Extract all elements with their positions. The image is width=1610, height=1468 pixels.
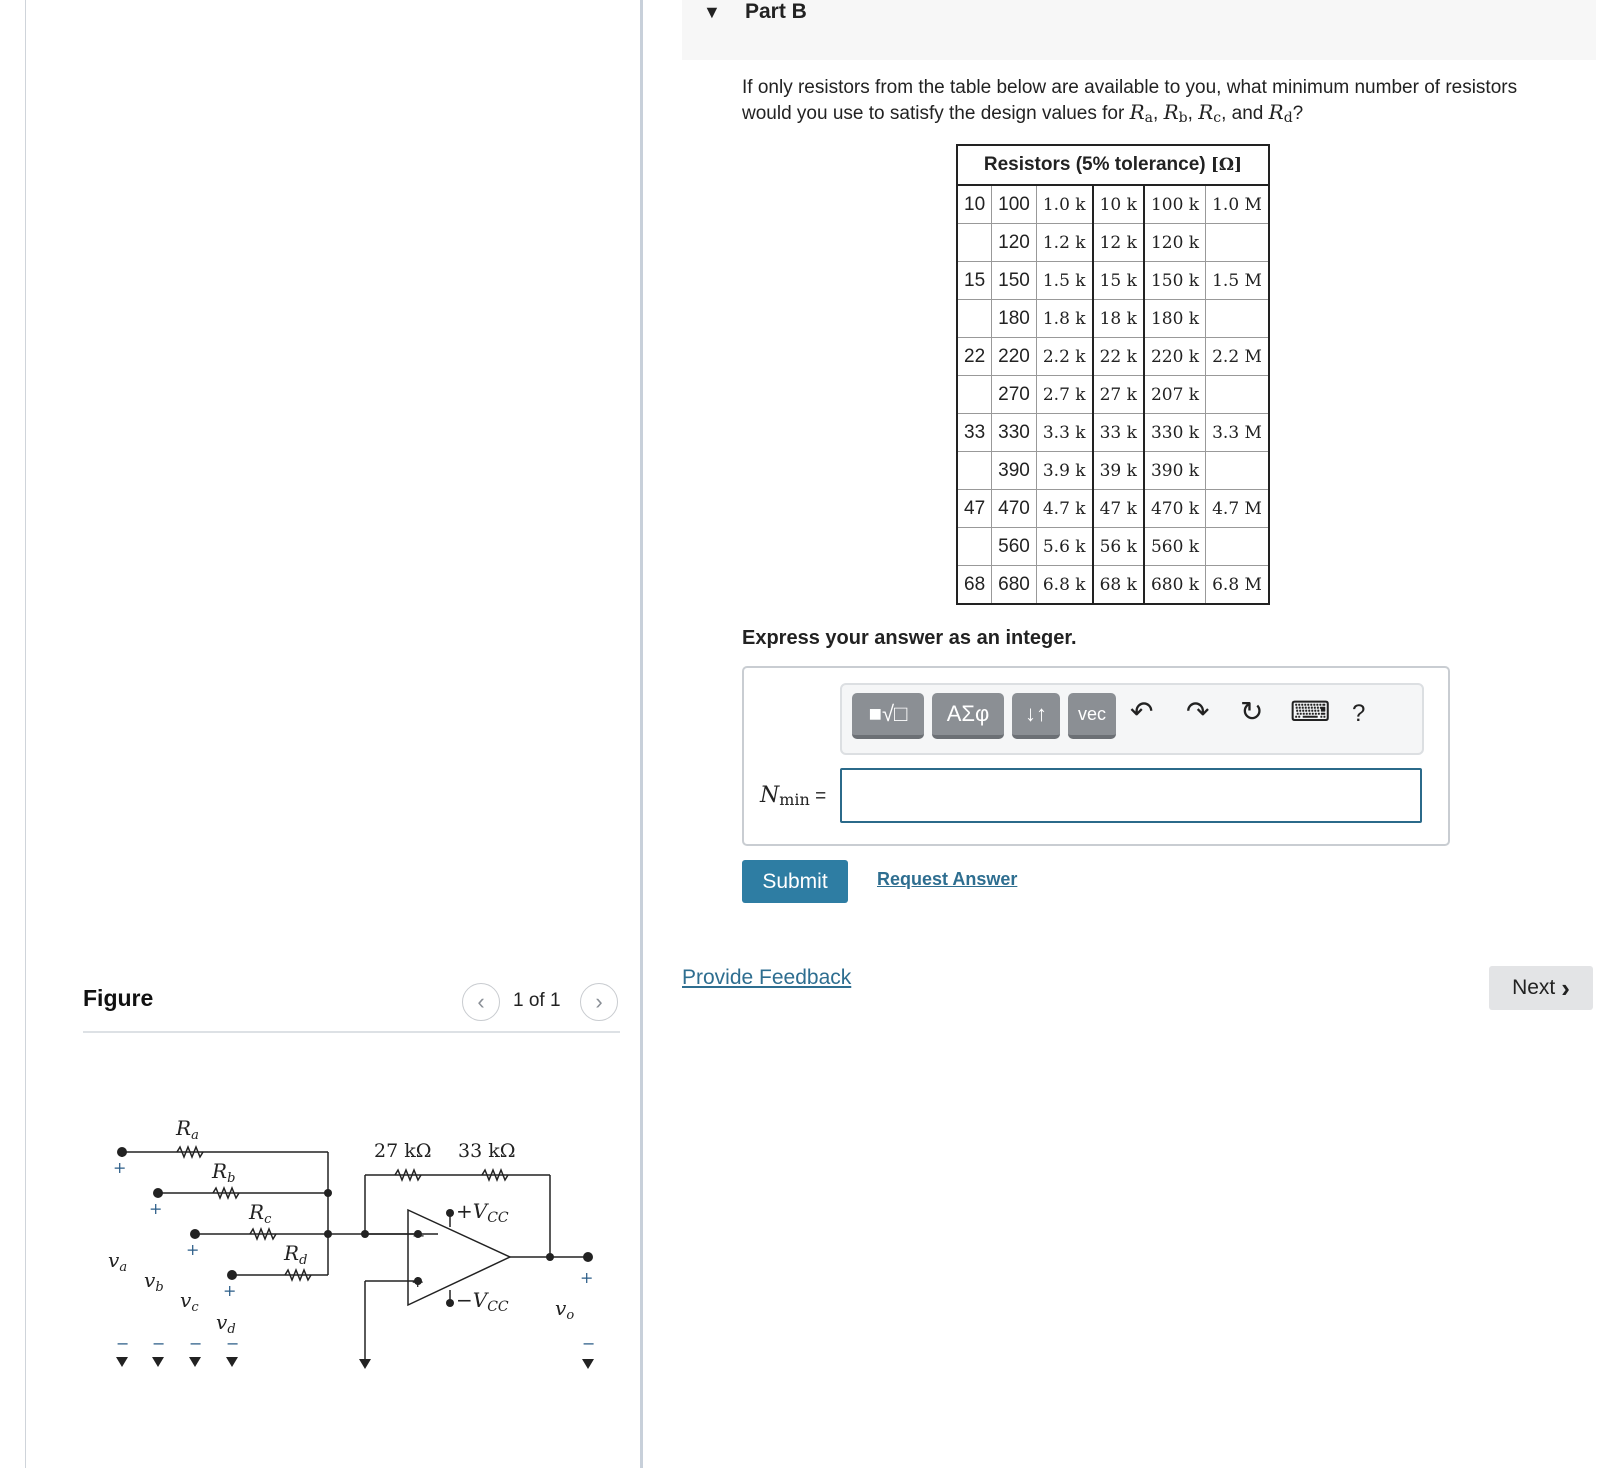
table-cell: 470 k <box>1144 490 1206 528</box>
svg-text:−: − <box>582 1334 596 1353</box>
table-cell: 4.7 k <box>1036 490 1092 528</box>
table-cell: 27 k <box>1093 376 1144 414</box>
symbols-button[interactable]: ΑΣφ <box>932 693 1004 739</box>
svg-text:Rc: $R_c$ <box>249 1200 272 1227</box>
svg-text:−VCC: $-V_{CC}$ <box>456 1288 509 1315</box>
table-cell: 150 k <box>1144 262 1206 300</box>
svg-text:Rb: $R_b$ <box>212 1159 236 1186</box>
table-cell: 560 <box>992 528 1037 566</box>
table-cell: 390 <box>992 452 1037 490</box>
table-row <box>957 528 1269 566</box>
svg-text:+: + <box>149 1199 163 1218</box>
svg-text:Ra: $R_a$ <box>176 1116 199 1143</box>
table-cell: 1.0 k <box>1036 185 1092 224</box>
submit-button[interactable]: Submit <box>742 860 848 903</box>
table-row <box>957 414 1269 452</box>
table-cell: 10 <box>957 185 992 224</box>
svg-text:27 kΩ: 27 kΩ <box>374 1140 432 1162</box>
table-cell: 680 k <box>1144 566 1206 605</box>
table-row <box>957 262 1269 300</box>
table-cell <box>957 528 992 566</box>
table-cell: 120 <box>992 224 1037 262</box>
svg-text:−: − <box>189 1334 203 1353</box>
svg-text:+: + <box>223 1281 237 1300</box>
answer-instruction: Express your answer as an integer. <box>742 627 1077 649</box>
table-cell: 6.8 k <box>1036 566 1092 605</box>
question-text: If only resistors from the table below are available to you, what minimum number of resistors would you use to satisfy the design values for $R_a$, $R_b$, $R_c$, and $R_d$? <box>742 77 1518 126</box>
table-cell: 47 <box>957 490 992 528</box>
table-cell: 100 k <box>1144 185 1206 224</box>
part-header[interactable] <box>682 0 1596 60</box>
pane-divider[interactable] <box>640 0 643 1468</box>
help-icon[interactable]: ? <box>1352 700 1366 727</box>
svg-text:vb: $v_b$ <box>144 1268 164 1295</box>
figure-next-button[interactable] <box>580 983 618 1021</box>
table-cell: 1.8 k <box>1036 300 1092 338</box>
svg-text:vd: $v_d$ <box>216 1310 236 1337</box>
answer-label: Nmin = <box>760 783 827 809</box>
svg-text:+: + <box>580 1268 594 1287</box>
table-cell: 220 k <box>1144 338 1206 376</box>
table-title: Resistors (5% tolerance) [Ω] <box>957 145 1269 185</box>
next-button[interactable] <box>1489 966 1593 1010</box>
left-border <box>25 0 26 1468</box>
table-row <box>957 452 1269 490</box>
figure-title: Figure <box>83 985 154 1011</box>
table-cell: 3.9 k <box>1036 452 1092 490</box>
request-answer-link[interactable]: Request Answer <box>877 869 1018 889</box>
table-cell: 10 k <box>1093 185 1144 224</box>
table-cell <box>1206 452 1269 490</box>
table-cell: 560 k <box>1144 528 1206 566</box>
table-row <box>957 566 1269 605</box>
table-cell: 1.5 M <box>1206 262 1269 300</box>
table-cell: 220 <box>992 338 1037 376</box>
reset-icon[interactable]: ↻ <box>1240 696 1264 727</box>
table-row <box>957 490 1269 528</box>
table-cell: 18 k <box>1093 300 1144 338</box>
table-cell: 680 <box>992 566 1037 605</box>
table-cell: 180 <box>992 300 1037 338</box>
table-cell: 3.3 k <box>1036 414 1092 452</box>
caret-down-icon[interactable]: ▼ <box>703 2 721 22</box>
table-row <box>957 338 1269 376</box>
table-cell: 2.2 M <box>1206 338 1269 376</box>
figure-divider <box>83 1031 620 1033</box>
table-cell <box>1206 300 1269 338</box>
svg-text:vc: $v_c$ <box>180 1288 199 1315</box>
vec-button[interactable]: vec <box>1068 693 1116 739</box>
table-cell <box>957 452 992 490</box>
chevron-right-icon: › <box>1561 972 1570 1003</box>
table-cell: 180 k <box>1144 300 1206 338</box>
svg-text:+VCC: $+V_{CC}$ <box>456 1199 509 1226</box>
table-cell <box>957 224 992 262</box>
table-cell: 15 <box>957 262 992 300</box>
table-cell: 1.2 k <box>1036 224 1092 262</box>
table-cell <box>957 376 992 414</box>
table-cell <box>1206 376 1269 414</box>
table-cell: 2.2 k <box>1036 338 1092 376</box>
table-cell: 68 k <box>1093 566 1144 605</box>
table-cell: 330 <box>992 414 1037 452</box>
table-cell: 68 <box>957 566 992 605</box>
table-cell <box>1206 224 1269 262</box>
figure-prev-button[interactable] <box>462 983 500 1021</box>
svg-text:Rd: $R_d$ <box>284 1241 308 1268</box>
table-cell: 5.6 k <box>1036 528 1092 566</box>
table-cell: 1.5 k <box>1036 262 1092 300</box>
table-cell: 39 k <box>1093 452 1144 490</box>
svg-text:vo: $v_o$ <box>555 1296 575 1323</box>
templates-button[interactable]: ■√□ <box>852 693 924 739</box>
undo-icon[interactable]: ↶ <box>1130 696 1154 727</box>
table-cell: 207 k <box>1144 376 1206 414</box>
table-cell: 22 <box>957 338 992 376</box>
table-cell: 12 k <box>1093 224 1144 262</box>
table-cell: 33 <box>957 414 992 452</box>
table-row <box>957 376 1269 414</box>
table-row <box>957 224 1269 262</box>
svg-text:+: + <box>186 1240 200 1259</box>
svg-text:+: + <box>113 1158 127 1177</box>
table-cell: 120 k <box>1144 224 1206 262</box>
table-cell: 4.7 M <box>1206 490 1269 528</box>
table-cell: 6.8 M <box>1206 566 1269 605</box>
table-cell: 33 k <box>1093 414 1144 452</box>
table-row <box>957 300 1269 338</box>
next-label: Next <box>1512 976 1556 999</box>
table-cell <box>1206 528 1269 566</box>
arrows-button[interactable]: ↓↑ <box>1012 693 1060 739</box>
redo-icon[interactable]: ↷ <box>1186 696 1210 727</box>
table-cell: 2.7 k <box>1036 376 1092 414</box>
table-cell: 270 <box>992 376 1037 414</box>
figure-pagination: 1 of 1 <box>513 990 561 1011</box>
table-cell: 470 <box>992 490 1037 528</box>
table-row <box>957 185 1269 224</box>
circuit-diagram <box>100 1105 620 1395</box>
table-cell: 15 k <box>1093 262 1144 300</box>
resistor-table <box>956 144 1270 605</box>
keyboard-icon[interactable]: ⌨ <box>1290 696 1331 727</box>
svg-text:−: − <box>412 1226 426 1245</box>
table-cell: 330 k <box>1144 414 1206 452</box>
table-cell <box>957 300 992 338</box>
svg-text:+: + <box>411 1272 425 1291</box>
svg-text:33 kΩ: 33 kΩ <box>458 1140 516 1162</box>
part-title: Part B <box>745 0 807 23</box>
chevron-right-icon: › <box>595 989 603 1014</box>
svg-text:−: − <box>116 1334 130 1353</box>
svg-text:−: − <box>226 1334 240 1353</box>
table-cell: 390 k <box>1144 452 1206 490</box>
table-cell: 100 <box>992 185 1037 224</box>
table-cell: 3.3 M <box>1206 414 1269 452</box>
table-cell: 1.0 M <box>1206 185 1269 224</box>
provide-feedback-link[interactable]: Provide Feedback <box>682 966 852 989</box>
table-cell: 56 k <box>1093 528 1144 566</box>
svg-text:va: $v_a$ <box>108 1248 128 1275</box>
answer-input[interactable] <box>840 768 1422 823</box>
chevron-left-icon: ‹ <box>477 989 485 1014</box>
table-cell: 22 k <box>1093 338 1144 376</box>
table-cell: 150 <box>992 262 1037 300</box>
svg-text:−: − <box>152 1334 166 1353</box>
table-cell: 47 k <box>1093 490 1144 528</box>
